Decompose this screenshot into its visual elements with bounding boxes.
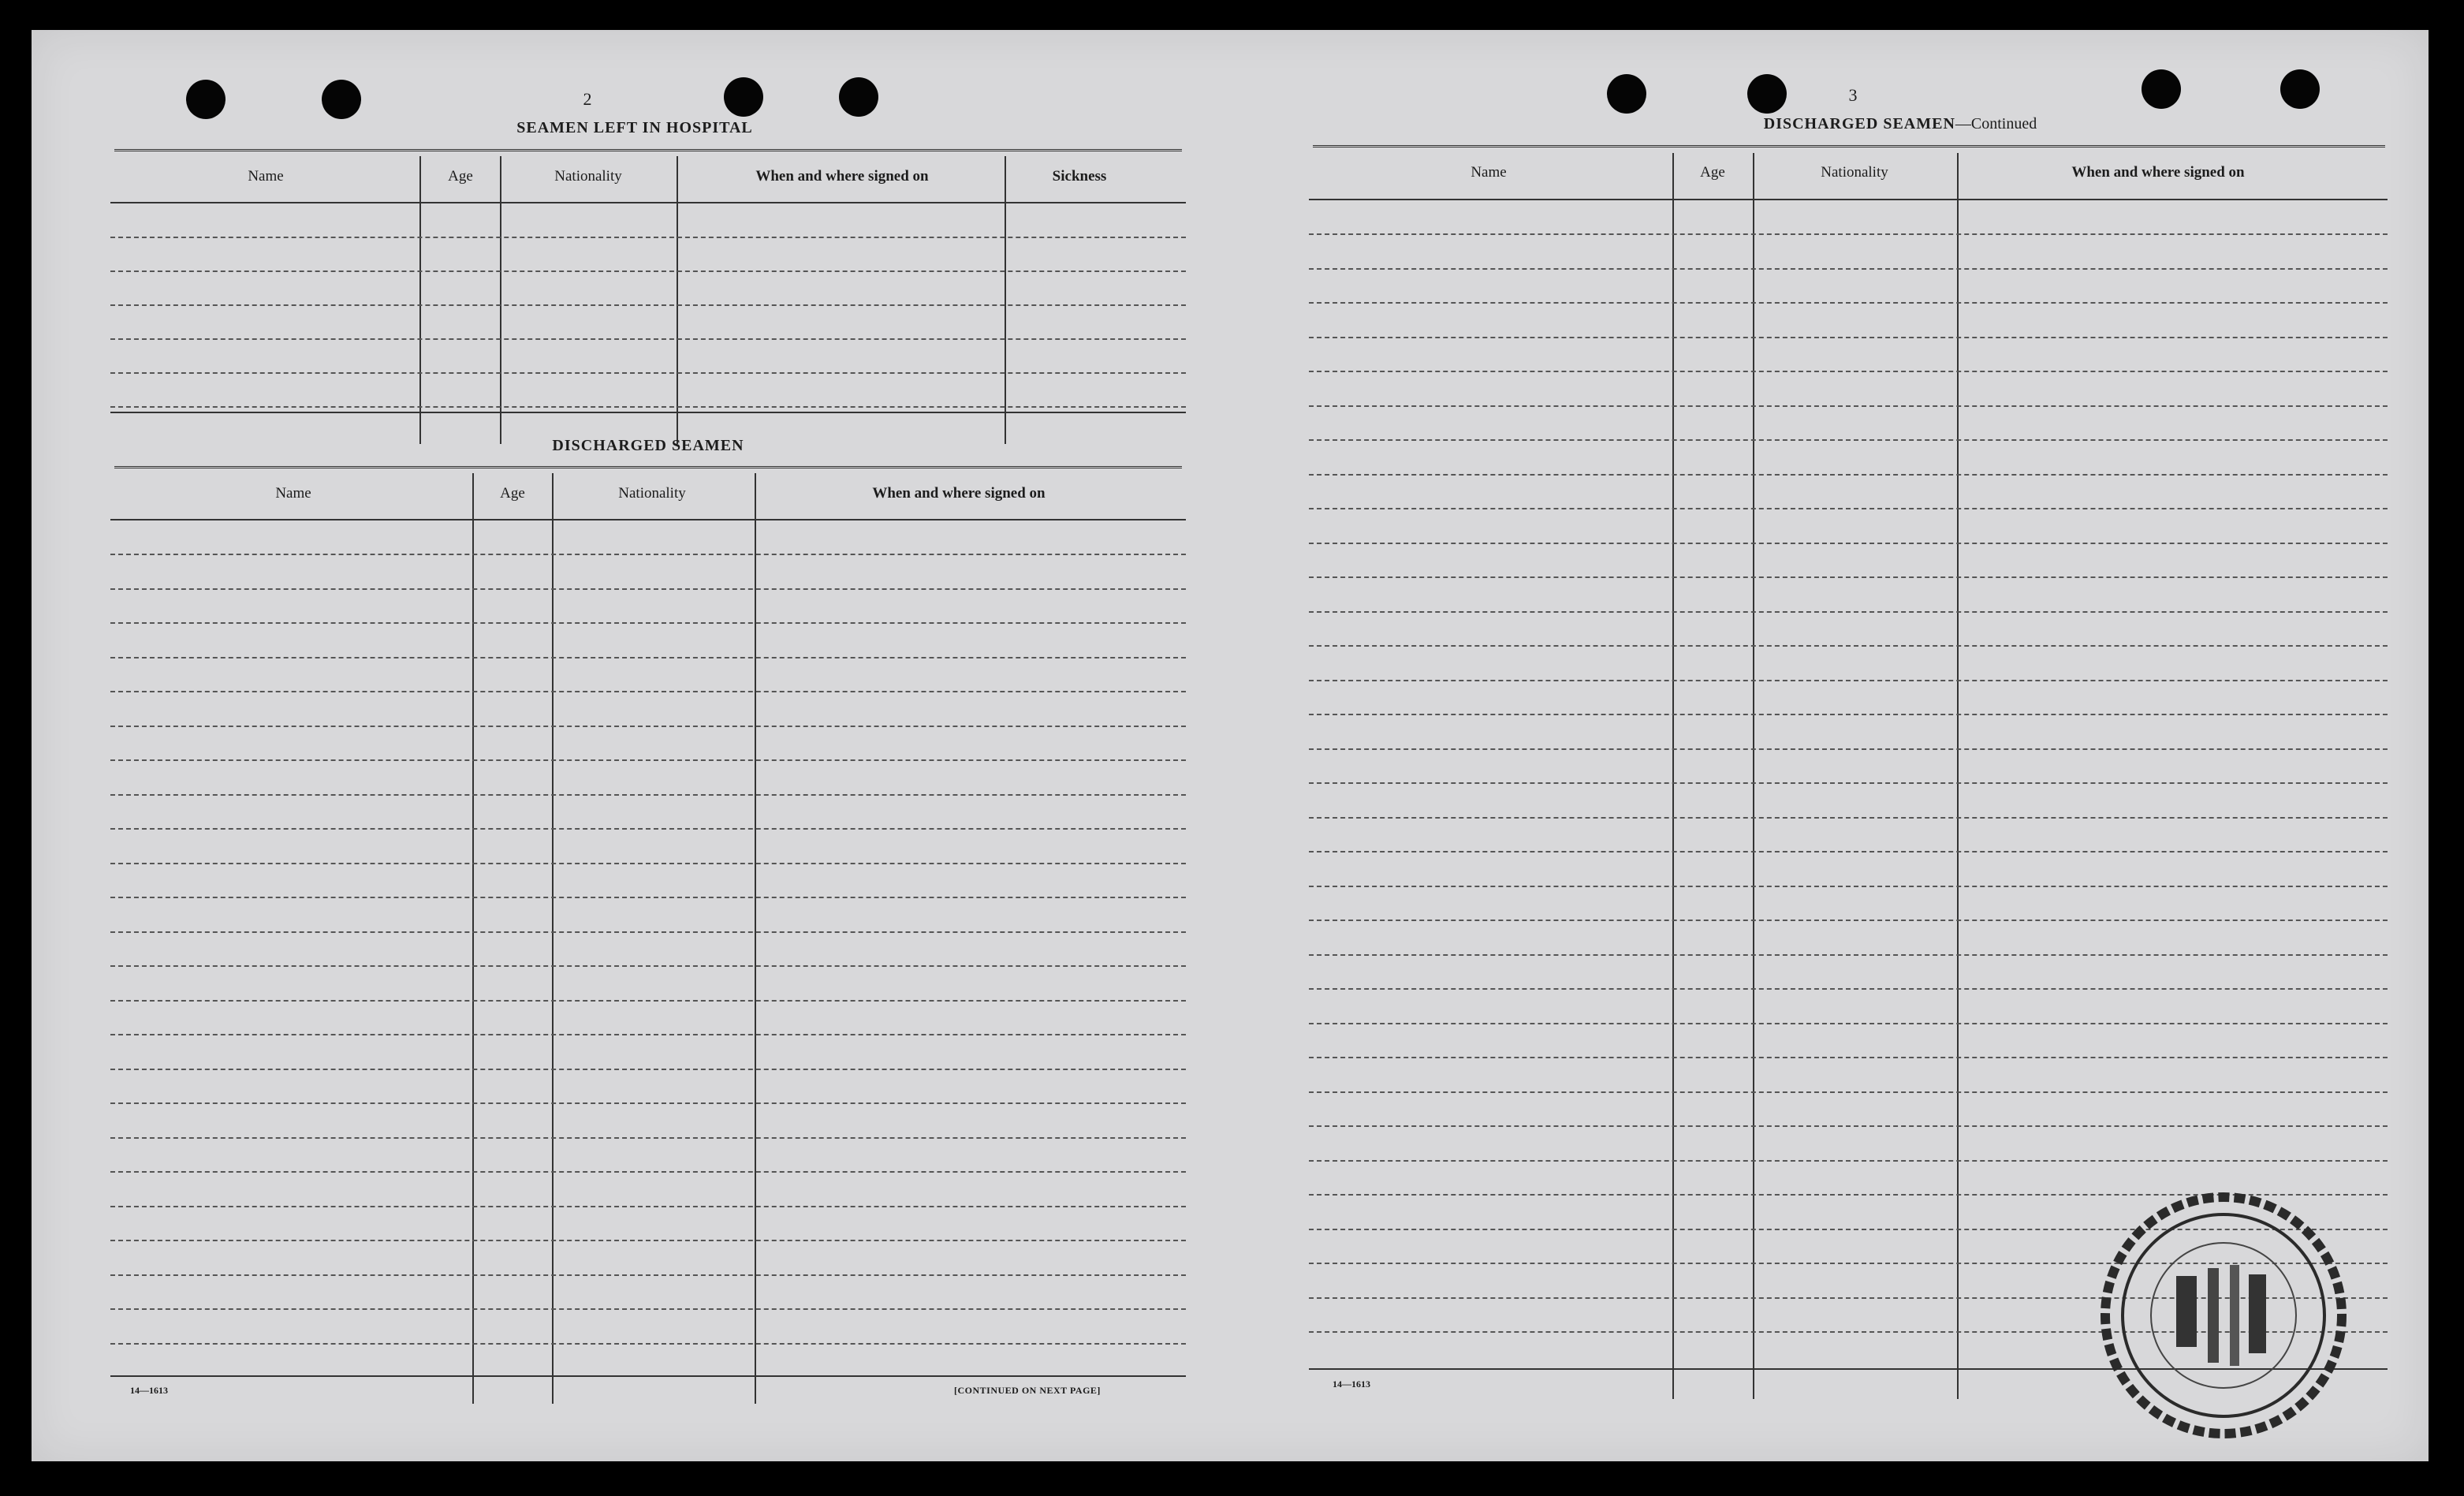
table-row-rule bbox=[110, 863, 1186, 864]
table-row-rule bbox=[1309, 439, 2388, 441]
table-row-rule bbox=[110, 657, 1186, 658]
column-divider bbox=[552, 473, 554, 1404]
continued-note: [CONTINUED ON NEXT PAGE] bbox=[954, 1385, 1101, 1396]
table-row-rule bbox=[1309, 576, 2388, 578]
column-header-when-where: When and where signed on bbox=[755, 168, 929, 185]
column-header-name: Name bbox=[275, 485, 311, 502]
column-divider bbox=[1672, 153, 1674, 1399]
punch-hole bbox=[1747, 74, 1787, 114]
table-row-rule bbox=[1309, 954, 2388, 956]
table-row-rule bbox=[110, 931, 1186, 933]
table-row-rule bbox=[110, 237, 1186, 238]
table-row-rule bbox=[110, 1240, 1186, 1241]
table-row-rule bbox=[1309, 851, 2388, 852]
table-row-rule bbox=[110, 1308, 1186, 1310]
column-divider bbox=[1005, 156, 1006, 444]
table-row-rule bbox=[1309, 1023, 2388, 1024]
form-number: 14—1613 bbox=[130, 1385, 168, 1396]
table-row-rule bbox=[1309, 988, 2388, 990]
table-row-rule bbox=[1309, 1091, 2388, 1093]
table-row-rule bbox=[1309, 508, 2388, 509]
section-title-discharged-continued bbox=[1764, 115, 2037, 133]
table-row-rule bbox=[110, 372, 1186, 374]
column-header-age: Age bbox=[500, 485, 525, 502]
table-row-rule bbox=[1309, 1125, 2388, 1127]
table-row-rule bbox=[1309, 680, 2388, 681]
table-row-rule bbox=[1309, 543, 2388, 544]
table-row-rule bbox=[1309, 1160, 2388, 1162]
section-title-hospital: SEAMEN LEFT IN HOSPITAL bbox=[516, 119, 753, 136]
punch-hole bbox=[2142, 69, 2181, 109]
table-row-rule bbox=[1309, 337, 2388, 338]
header-rule bbox=[110, 519, 1186, 520]
column-header-when-where: When and where signed on bbox=[872, 485, 1046, 502]
table-row-rule bbox=[110, 691, 1186, 692]
table-row-rule bbox=[110, 965, 1186, 967]
table-row-rule bbox=[1309, 302, 2388, 304]
table-row-rule bbox=[1309, 714, 2388, 715]
column-header-name: Name bbox=[1471, 164, 1507, 181]
table-row-rule bbox=[110, 304, 1186, 306]
column-header-nationality: Nationality bbox=[618, 485, 686, 502]
table-row-rule bbox=[1309, 782, 2388, 784]
column-header-name: Name bbox=[248, 168, 284, 185]
page-number: 2 bbox=[583, 89, 592, 109]
section-title-suffix: —Continued bbox=[1955, 115, 2037, 132]
form-number: 14—1613 bbox=[1333, 1378, 1370, 1390]
table-row-rule bbox=[1309, 1057, 2388, 1058]
header-rule bbox=[1309, 199, 2388, 200]
section-title-main: DISCHARGED SEAMEN bbox=[1763, 115, 1955, 132]
table-bottom-rule bbox=[110, 412, 1186, 413]
table-row-rule bbox=[1309, 817, 2388, 819]
table-row-rule bbox=[110, 828, 1186, 830]
circular-stamp-image bbox=[2097, 1189, 2350, 1442]
column-divider bbox=[1957, 153, 1959, 1399]
table-row-rule bbox=[1309, 611, 2388, 613]
column-divider bbox=[1753, 153, 1754, 1399]
table-row-rule bbox=[110, 1206, 1186, 1207]
page-number: 3 bbox=[1848, 85, 1858, 105]
table-row-rule bbox=[110, 1069, 1186, 1070]
table-row-rule bbox=[110, 406, 1186, 408]
punch-hole bbox=[2280, 69, 2320, 109]
table-row-rule bbox=[110, 1102, 1186, 1104]
table-row-rule bbox=[110, 338, 1186, 340]
column-divider bbox=[419, 156, 421, 444]
punch-hole bbox=[839, 77, 878, 117]
document-sheet bbox=[32, 30, 2429, 1461]
table-row-rule bbox=[110, 794, 1186, 796]
table-row-rule bbox=[110, 1000, 1186, 1002]
table-row-rule bbox=[110, 622, 1186, 624]
table-row-rule bbox=[1309, 748, 2388, 750]
punch-hole bbox=[724, 77, 763, 117]
column-header-nationality: Nationality bbox=[554, 168, 622, 185]
table-row-rule bbox=[1309, 405, 2388, 407]
column-divider bbox=[472, 473, 474, 1404]
column-header-sickness: Sickness bbox=[1052, 168, 1107, 185]
table-row-rule bbox=[110, 588, 1186, 590]
column-header-age: Age bbox=[1700, 164, 1725, 181]
table-row-rule bbox=[110, 1343, 1186, 1345]
table-top-rule bbox=[1313, 145, 2385, 147]
table-row-rule bbox=[1309, 268, 2388, 270]
table-row-rule bbox=[110, 1274, 1186, 1276]
header-rule bbox=[110, 202, 1186, 203]
column-header-age: Age bbox=[448, 168, 473, 185]
table-row-rule bbox=[1309, 371, 2388, 372]
punch-hole bbox=[186, 80, 226, 119]
table-row-rule bbox=[110, 270, 1186, 272]
section-title-discharged: DISCHARGED SEAMEN bbox=[552, 437, 744, 454]
column-header-nationality: Nationality bbox=[1821, 164, 1888, 181]
table-row-rule bbox=[1309, 920, 2388, 921]
table-row-rule bbox=[110, 1171, 1186, 1173]
table-row-rule bbox=[110, 759, 1186, 761]
table-top-rule bbox=[114, 149, 1182, 151]
table-row-rule bbox=[110, 554, 1186, 555]
column-divider bbox=[677, 156, 678, 444]
table-top-rule bbox=[114, 466, 1182, 468]
table-row-rule bbox=[1309, 474, 2388, 476]
table-row-rule bbox=[1309, 233, 2388, 235]
table-row-rule bbox=[110, 1137, 1186, 1139]
table-row-rule bbox=[1309, 645, 2388, 647]
table-row-rule bbox=[110, 726, 1186, 727]
punch-hole bbox=[322, 80, 361, 119]
table-row-rule bbox=[110, 1034, 1186, 1035]
table-bottom-rule bbox=[110, 1375, 1186, 1377]
table-row-rule bbox=[1309, 886, 2388, 887]
column-divider bbox=[755, 473, 756, 1404]
punch-hole bbox=[1607, 74, 1646, 114]
column-header-when-where: When and where signed on bbox=[2071, 164, 2245, 181]
table-row-rule bbox=[110, 897, 1186, 898]
column-divider bbox=[500, 156, 501, 444]
